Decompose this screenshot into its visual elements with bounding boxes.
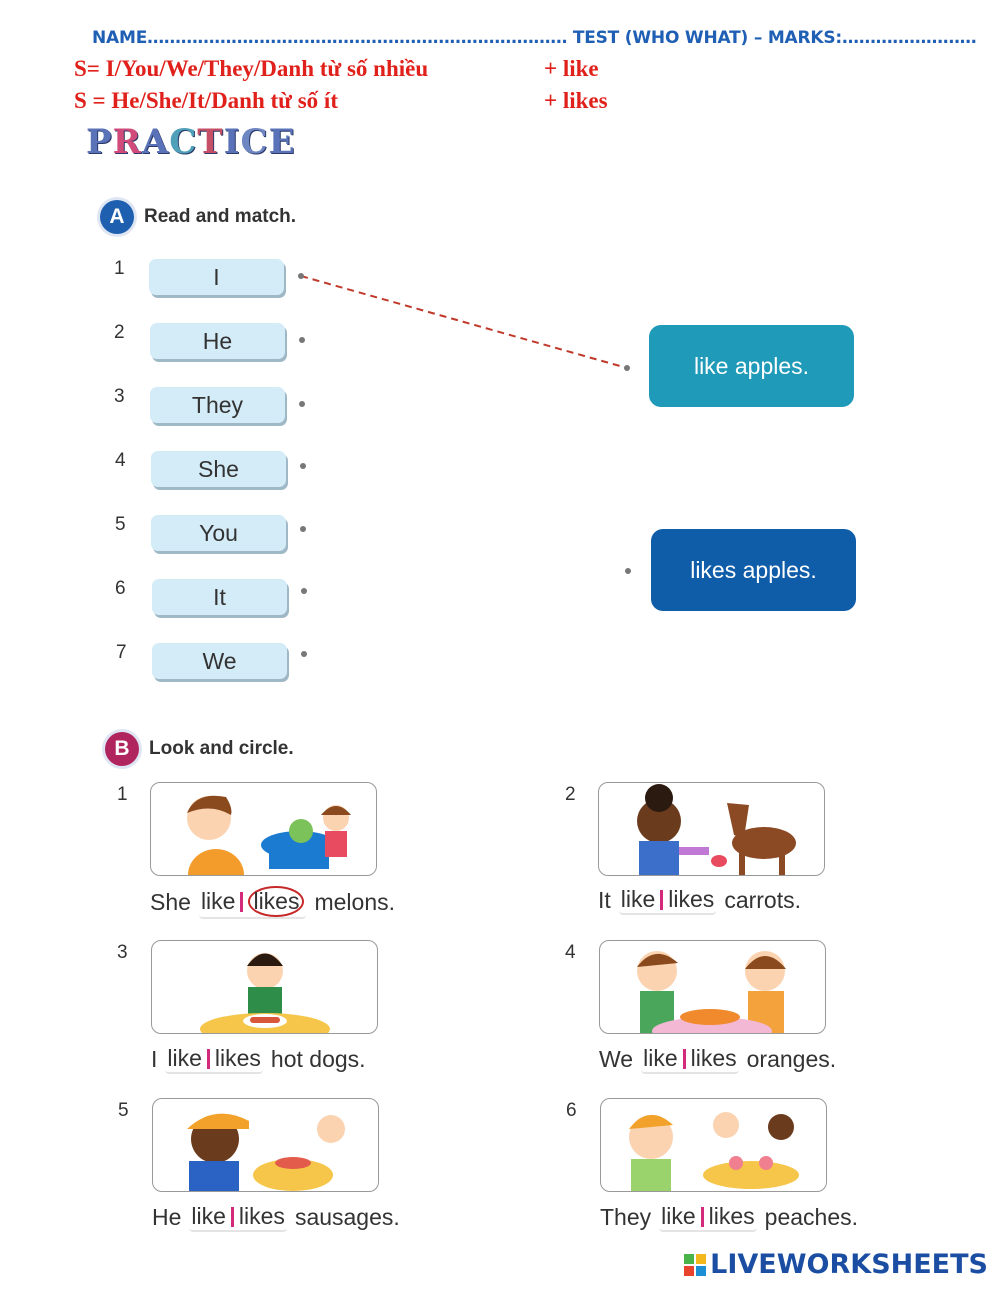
match-word-she[interactable]: She xyxy=(151,451,286,487)
option-likes-3[interactable]: likes xyxy=(214,1045,261,1071)
option-like-1[interactable]: like xyxy=(200,888,236,914)
answer-dot-likes[interactable] xyxy=(625,568,631,574)
section-b-badge: B xyxy=(105,732,139,766)
circle-number-5: 5 xyxy=(118,1100,129,1121)
option-like-3[interactable]: like xyxy=(167,1045,202,1071)
picture-boy-girl-melon xyxy=(150,782,377,876)
match-word-he[interactable]: He xyxy=(150,323,285,359)
sentence-5: He like likes sausages. xyxy=(152,1203,400,1230)
match-dot-1[interactable] xyxy=(298,273,304,279)
header-name-test-marks: NAME………………………………………………………………… TEST (WHO WHAT) – MARKS:…………………… xyxy=(92,28,977,48)
match-dot-5[interactable] xyxy=(300,526,306,532)
choice-group-2 xyxy=(619,886,717,915)
choice-group-4 xyxy=(641,1045,739,1074)
option-like-6[interactable]: like xyxy=(661,1203,696,1229)
match-dot-2[interactable] xyxy=(299,337,305,343)
match-word-it[interactable]: It xyxy=(152,579,287,615)
liveworksheets-logo xyxy=(684,1249,988,1280)
picture-boy-hotdogs xyxy=(151,940,378,1034)
kids-peaches-illustration xyxy=(601,1099,826,1191)
boy-sausages-illustration xyxy=(153,1099,378,1191)
match-dot-6[interactable] xyxy=(301,588,307,594)
answer-likes-apples[interactable]: likes apples. xyxy=(651,529,856,611)
match-word-you[interactable]: You xyxy=(151,515,286,551)
logo-grid-icon xyxy=(684,1254,706,1276)
section-a-badge: A xyxy=(100,200,134,234)
match-number-3: 3 xyxy=(114,386,125,407)
match-number-4: 4 xyxy=(115,450,126,471)
picture-boy-sausages xyxy=(152,1098,379,1192)
match-number-6: 6 xyxy=(115,578,126,599)
option-likes-6[interactable]: likes xyxy=(708,1203,755,1229)
match-number-2: 2 xyxy=(114,322,125,343)
match-word-i[interactable]: I xyxy=(149,259,284,295)
section-b-title: Look and circle. xyxy=(149,738,294,759)
boy-girl-oranges-illustration xyxy=(600,941,825,1033)
match-number-7: 7 xyxy=(116,642,127,663)
circle-number-1: 1 xyxy=(117,784,128,805)
choice-group-1 xyxy=(199,886,307,919)
sentence-4: We like likes oranges. xyxy=(599,1045,837,1072)
circle-number-2: 2 xyxy=(565,784,576,805)
choice-group-3 xyxy=(165,1045,263,1074)
section-a-title: Read and match. xyxy=(144,206,297,227)
logo-text: LIVEWORKSHEETS xyxy=(710,1249,988,1280)
circle-number-6: 6 xyxy=(566,1100,577,1121)
section-b-header xyxy=(105,732,294,766)
circle-number-4: 4 xyxy=(565,942,576,963)
sentence-2: It like likes carrots. xyxy=(598,886,801,913)
option-like-4[interactable]: like xyxy=(643,1045,678,1071)
boy-girl-melon-illustration xyxy=(151,783,376,875)
answer-like-apples[interactable]: like apples. xyxy=(649,325,854,407)
match-line-i-to-like xyxy=(301,276,627,368)
choice-group-6 xyxy=(659,1203,757,1232)
option-like-2[interactable]: like xyxy=(620,886,656,912)
rule-plural-subject: S= I/You/We/They/Danh từ số nhiều xyxy=(74,56,429,81)
practice-title: PRACTICE xyxy=(86,122,296,162)
option-likes-2[interactable]: likes xyxy=(668,886,715,912)
answer-dot-like[interactable] xyxy=(624,365,630,371)
option-likes-1-circled[interactable]: likes xyxy=(248,886,304,917)
sentence-3: I like likes hot dogs. xyxy=(151,1045,366,1072)
picture-boy-horse xyxy=(598,782,825,876)
picture-boy-girl-oranges xyxy=(599,940,826,1034)
rule-singular-subject: S = He/She/It/Danh từ số ít xyxy=(74,88,338,113)
picture-kids-peaches xyxy=(600,1098,827,1192)
option-likes-5[interactable]: likes xyxy=(238,1203,285,1229)
boy-hotdogs-illustration xyxy=(152,941,377,1033)
match-dot-3[interactable] xyxy=(299,401,305,407)
option-like-5[interactable]: like xyxy=(191,1203,226,1229)
choice-group-5 xyxy=(189,1203,287,1232)
match-word-we[interactable]: We xyxy=(152,643,287,679)
match-dot-7[interactable] xyxy=(301,651,307,657)
option-likes-4[interactable]: likes xyxy=(690,1045,737,1071)
rule-singular-verb: + likes xyxy=(544,88,608,113)
rule-plural-verb: + like xyxy=(544,56,599,81)
match-number-5: 5 xyxy=(115,514,126,535)
circle-number-3: 3 xyxy=(117,942,128,963)
sentence-1: She like likes melons. xyxy=(150,886,395,919)
match-number-1: 1 xyxy=(114,258,125,279)
match-dot-4[interactable] xyxy=(300,463,306,469)
sentence-6: They like likes peaches. xyxy=(600,1203,859,1230)
boy-horse-illustration xyxy=(599,783,824,875)
match-word-they[interactable]: They xyxy=(150,387,285,423)
